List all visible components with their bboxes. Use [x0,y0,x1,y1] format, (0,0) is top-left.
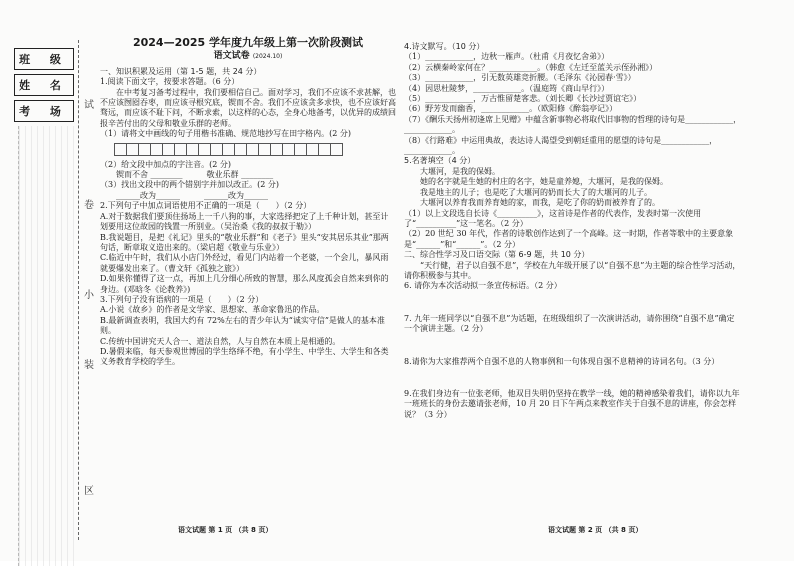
pinyin-blanks[interactable] [100,170,396,180]
pinyin-item-2: 敬业乐群 ________ [206,170,274,180]
answer-space-8[interactable] [404,367,742,389]
footer-page-1: 语文试题 第 1 页 （共 8 页） [178,526,273,534]
q3-option-a: A.小说《故乡》的作者是文学家、思想家、革命家鲁迅的作品。 [100,305,325,315]
question-2: 2.下列句子中加点词语使用不正确的一项是（ ）（2 分） [100,201,312,211]
binding-margin [18,126,74,566]
class-label: 班 级 [14,48,74,70]
q3-option-b: B.最新调查表明，我国大约有 72%左右的青少年认为“诚实守信”是做人的基本准则。 [100,315,385,336]
answer-space-6[interactable] [404,292,742,314]
cut-line [78,40,79,540]
section-1-heading: 一、知识积累及运用（第 1-5 题，共 24 分） [100,66,262,76]
recite-8[interactable]: （8）《行路难》中运用典故，表达诗人渴望受到朝廷重用的愿望的诗句是____________，____________。 [404,135,718,156]
cut-char: 试 [84,100,94,111]
exam-title: 2024—2025 学年度九年级上第一次阶段测试 [132,36,364,49]
question-3: 3.下列句子没有语病的一项是（ ）（2 分） [100,294,264,304]
footer-page-2: 语文试题 第 2 页 （共 8 页） [548,526,643,534]
poem-line-1: 大堰河，是我的保姆。 [420,166,500,176]
question-1: 1.阅读下面文字，按要求答题。（6 分） [100,77,240,87]
correction-item-1: ______改为______ [116,190,180,200]
exam-date: (2024.10) [252,53,283,61]
q2-option-a: A.对于数据我们要顶住扬场上一千八狗的事，大家选择把定了上千种计划，甚至计划要用这位故园的钱置一所别业。（吴治桑《我的叔叔于勒》） [100,211,389,232]
left-column [100,38,396,368]
binding-strip [14,48,74,566]
q2-option-c: C.临近中午时，我们从小店门外经过，看见门内站着一个老婆，一个会儿，暴风雨就要爆发出来了。（曹文轩《孤独之旅》） [100,253,389,273]
question-6: 6. 请你为本次活动拟一条宣传标语。（2 分） [404,281,562,291]
recite-6[interactable]: （6）野芳发而幽香，____________。（欧阳修《醉翁亭记》） [404,104,618,114]
poem-line-2: 她的名字就是生她的村庄的名字，她是童养媳，大堰河，是我的保姆。 [420,177,668,187]
answer-space-7[interactable] [404,335,742,357]
recite-4[interactable]: （4）因思杜陵梦，____________。（温庭筠《商山早行》） [404,83,610,93]
question-5-2[interactable]: （2）20 世纪 30 年代，作者的诗歌创作达到了一个高峰。这一时期，作者等歌中的主要意象是“______”和“______”。（2 分） [404,229,734,249]
name-label: 姓 名 [14,74,74,96]
question-8: 8.请你为大家推荐两个自强不息的人物事例和一句体现自强不息精神的诗词名句。（3 分） [404,356,720,366]
cut-char: 卷 [84,200,94,211]
question-5: 5.名著填空（4 分） [404,156,476,166]
q3-option-d: D.暑假来临，每天参观世博园的学生络绎不绝，有小学生、中学生、大学生和各类义务教育学校的学生。 [100,346,389,367]
recite-5[interactable]: （5）____________，万古惟留楚客悲。（刘长卿《长沙过贾谊宅》） [404,94,642,104]
question-7: 7. 九年一班同学以“自强不息”为话题，在班级组织了一次演讲活动，请你围绕“自强不息”确定一个演讲主题。（2 分） [404,313,735,334]
handwriting-grid[interactable] [114,143,396,156]
correction-blanks[interactable] [100,191,396,201]
poem-line-3: 我是地主的儿子；也是吃了大堰河的奶而长大了的大堰河的儿子。 [420,187,652,197]
question-4: 4.诗文默写。（10 分） [404,42,485,51]
recite-2[interactable]: （2）云横秦岭家何在？____________。（韩愈《左迁至蓝关示侄孙湘》） [404,62,658,72]
correction-item-2: ______改为______ [204,190,268,200]
recite-7[interactable]: （7）《酬乐天扬州初逢席上见赠》中蕴含新事物必将取代旧事物的哲理的诗句是____________，____________。 [404,114,742,135]
q3-option-c: C.传统中国讲究天人合一、道法自然，人与自然在本质上是相通的。 [100,336,341,346]
question-1-2: （2）给文段中加点的字注音。(2 分) [100,159,231,169]
question-9: 9.在我们身边有一位张老师，他双目失明仍坚持在教学一线，她的精神感染着我们，请你以九年一班班长的身份去邀请张老师，10 月 20 日下午两点来教室作关于自强不息的讲座，你会怎样说？（3 分） [404,388,740,419]
passage-1: 在中考复习备考过程中，我们要相信自己。面对学习，我们不应该不求甚解，也不应该囫囵吞枣，而应该寻根究底，锲而不舍。我们不应该贪多求快，也不应该好高骛远，而应该不耻下问，不断求索，以这样的心态，全身心地备考，以优异的成绩回报辛苦付出的父母和敬业乐群的老师。 [100,87,396,128]
cut-char: 区 [84,486,94,497]
recite-3[interactable]: （3）____________，引无数英雄竞折腰。（毛泽东《沁园春·雪》） [404,73,636,83]
subtitle-text: 语文试卷 [213,51,250,62]
cut-char: 小 [84,290,94,301]
q2-option-b: B.我说题目，是把《礼记》里头的“敬业乐群”和《老子》里头“安其居乐其业”那两句话，断章取义造出来的。（梁启超《敬业与乐业》） [100,232,389,252]
room-label: 考 场 [14,100,74,122]
question-1-3: （3）找出文段中的两个错别字并加以改正。(2 分) [100,180,279,190]
poem-line-4: 大堰河以养育我而养育她的家，而我，是吃了你的奶而被养育了的。 [420,198,660,208]
question-1-1: （1）请将文中画线的句子用楷书准确、规范地抄写在田字格内。(2 分) [100,129,351,139]
question-5-1[interactable]: （1）以上文段选自长诗《__________》，这首诗是作者的代表作，发表时第一次使用了“__________”这一笔名。（2 分） [404,208,702,228]
right-column [404,42,742,420]
exam-subtitle [100,51,396,62]
pinyin-item-1: 锲而不舍 ________ [116,170,183,180]
recite-1[interactable]: （1）____________，边秋一雁声。（杜甫《月夜忆舍弟》） [404,52,610,62]
cut-char: 装 [84,360,94,371]
section-2-heading: 二、综合性学习及口语交际（第 6-9 题，共 10 分） [404,250,590,260]
section-2-intro: “天行健，君子以自强不息”，学校在九年级开展了以“自强不息”为主题的综合性学习活动，请你积极参与其中。 [404,260,741,280]
q2-option-d: D.如果你懂得了这一点，再加上几分细心所致的智慧，那么风度孤会自然来到你的身边。(邓晗冬《论教养》) [100,274,389,294]
